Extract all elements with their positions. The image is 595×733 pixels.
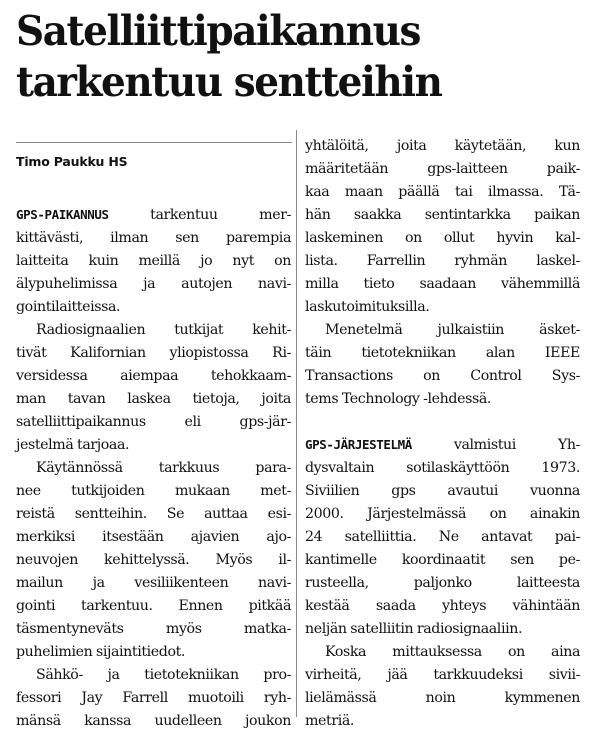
text-line: laskutoimituksilla. <box>305 299 430 315</box>
text-line: lista. Farrellin ryhmän laskel- <box>305 253 580 269</box>
text-line: 24 satelliittia. Ne antavat pai- <box>305 529 580 545</box>
text-line: laitteita kuin meillä jo nyt on <box>16 253 291 269</box>
text-line: kittävästi, ilman sen parempia <box>16 230 291 246</box>
lead-gps-paikannus: GPS-PAIKANNUS <box>16 207 109 222</box>
text-line: Radiosignaalien tutkijat kehit- <box>36 322 291 338</box>
headline <box>16 6 558 108</box>
text-line: gointi tarkentuu. Ennen pitkää <box>16 598 291 614</box>
text-line: reistä sentteihin. Se auttaa esi- <box>16 506 291 522</box>
text-line: täsmentyneväts myös matka- <box>16 621 291 637</box>
text-line: Transactions on Control Sys- <box>305 368 580 384</box>
text-line: neljän satelliitin radiosignaaliin. <box>305 621 523 637</box>
text-line: kaa maan päällä tai ilmassa. Tä- <box>305 184 580 200</box>
text-line: mänsä kanssa uudelleen joukon <box>16 713 291 729</box>
text-line: virheitä, jää tarkkuudeksi sivii- <box>305 667 580 683</box>
text-line: GPS-PAIKANNUS tarkentuu mer- <box>16 207 291 223</box>
text-line: lielämässä noin kymmenen <box>305 690 580 706</box>
text-line: metriä. <box>305 713 355 729</box>
text-line: hän saakka sentintarkka paikan <box>305 207 580 223</box>
headline-line-2: tarkentuu sentteihin <box>16 58 442 106</box>
text-line: älypuhelimissa ja autojen navi- <box>16 276 291 292</box>
text-line: laskeminen on ollut hyvin kal- <box>305 230 580 246</box>
text-line: tivät Kalifornian yliopistossa Ri- <box>16 345 291 361</box>
text-line: neuvojen kehittelyssä. Myös il- <box>16 552 291 568</box>
text-line: rusteella, paljonko laitteesta <box>305 575 580 591</box>
text-line: milla tieto saadaan vähemmillä <box>305 276 580 292</box>
text-line: versidessa aiempaa tehokkaam- <box>16 368 291 384</box>
text-line: Siviilien gps avautui vuonna <box>305 483 580 499</box>
text-line: Menetelmä julkaistiin äsket- <box>325 322 580 338</box>
text-line: merkiksi itsestään ajavien ajo- <box>16 529 291 545</box>
text-line: gointilaitteissa. <box>16 299 121 315</box>
text-line: kestää saada yhteys vähintään <box>305 598 580 614</box>
column-rule-top <box>296 130 297 717</box>
text-line: puhelimien sijaintitiedot. <box>16 644 186 660</box>
byline-rule <box>16 142 292 143</box>
text-line: Koska mittauksessa on aina <box>325 644 580 660</box>
text-line: mailun ja vesiliikenteen navi- <box>16 575 291 591</box>
text-line: GPS-JÄRJESTELMÄ valmistui Yh- <box>305 437 580 453</box>
text-line: nee tutkijoiden mukaan met- <box>16 483 291 499</box>
byline: Timo Paukku HS <box>16 154 128 169</box>
text-line: satelliittipaikannus eli gps-jär- <box>16 414 291 430</box>
text-line: fessori Jay Farrell muotoili ryh- <box>16 690 291 706</box>
text-line: tems Technology -lehdessä. <box>305 391 492 407</box>
text-line: jestelmä tarjoaa. <box>16 437 130 453</box>
text-line: 2000. Järjestelmässä on ainakin <box>305 506 580 522</box>
text-line: kantimelle koordinaatit sen pe- <box>305 552 580 568</box>
text-line: täin tietotekniikan alan IEEE <box>305 345 580 361</box>
text-line: man tavan laskea tietoja, joita <box>16 391 291 407</box>
lead-gps-jarjestelma: GPS-JÄRJESTELMÄ <box>305 437 412 452</box>
text-line: yhtälöitä, joita käytetään, kun <box>305 138 580 154</box>
text-line: Sähkö- ja tietotekniikan pro- <box>36 667 291 683</box>
text-line: määritetään gps-laitteen paik- <box>305 161 580 177</box>
text-line: Käytännössä tarkkuus para- <box>36 460 291 476</box>
text-line: dysvaltain sotilaskäyttöön 1973. <box>305 460 580 476</box>
headline-line-1: Satelliittipaikannus <box>16 7 420 55</box>
